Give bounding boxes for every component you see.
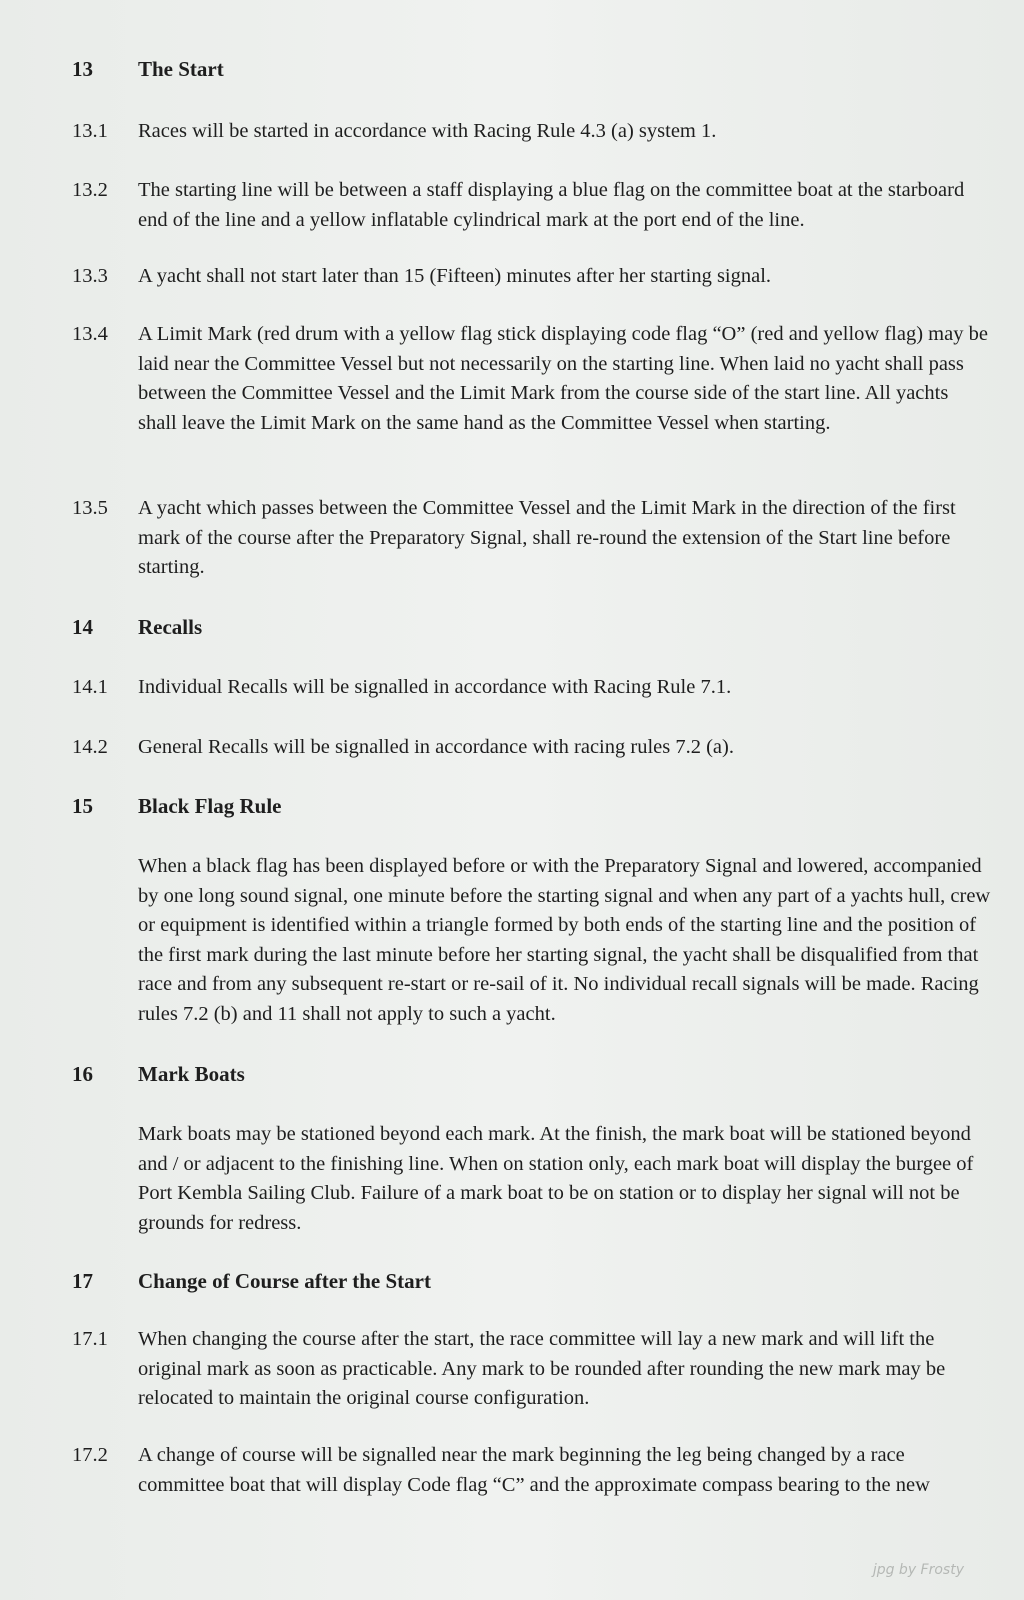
clause-number: 13.5 [72, 497, 108, 519]
section-title: Black Flag Rule [138, 794, 282, 818]
clause-text: The starting line will be between a staff displaying a blue flag on the committee boat at the starboard end of the line and a yellow inflatable cylindrical mark at the port end of the line. [138, 179, 965, 231]
clause-17-2 [72, 1441, 992, 1500]
section-title: Recalls [138, 615, 203, 639]
clause-number: 13.4 [72, 323, 108, 345]
clause-17-1 [72, 1325, 992, 1414]
section-15-body: When a black flag has been displayed before or with the Preparatory Signal and lowered, accompanied by one long sound signal, one minute before the starting signal and when any part of a yachts hull, crew or equipment is identified within a triangle formed by both ends of the starting line and the position of the first mark during the last minute before her starting signal, the yacht shall be disqualified from that race and from any subsequent re-start or re-sail of it. No individual recall signals will be made. Racing rules 7.2 (b) and 11 shall not apply to such a yacht. [138, 855, 991, 1025]
section-number: 17 [72, 1269, 93, 1293]
watermark-text: jpg by Frosty [872, 1562, 964, 1578]
section-title: Mark Boats [138, 1062, 245, 1086]
clause-number: 17.1 [72, 1328, 108, 1350]
section-13-heading [72, 54, 224, 84]
clause-number: 13.2 [72, 179, 108, 201]
clause-13-1 [72, 117, 992, 147]
clause-number: 14.2 [72, 736, 108, 758]
section-14-heading [72, 612, 202, 642]
section-title: Change of Course after the Start [138, 1269, 431, 1293]
section-16-body: Mark boats may be stationed beyond each mark. At the finish, the mark boat will be stationed beyond and / or adjacent to the finishing line. When on station only, each mark boat will display the burgee of Port Kembla Sailing Club. Failure of a mark boat to be on station or to display her signal will not be grounds for redress. [138, 1123, 974, 1234]
section-15-heading [72, 791, 282, 821]
clause-13-3 [72, 262, 992, 292]
section-number: 14 [72, 615, 93, 639]
section-number: 15 [72, 794, 93, 818]
clause-13-4 [72, 320, 992, 438]
clause-text: A yacht which passes between the Committee Vessel and the Limit Mark in the direction of the first mark of the course after the Preparatory Signal, shall re-round the extension of the Start line before starting. [138, 497, 956, 578]
clause-text: Individual Recalls will be signalled in accordance with Racing Rule 7.1. [138, 676, 732, 698]
section-title: The Start [138, 57, 224, 81]
clause-text: A change of course will be signalled near the mark beginning the leg being changed by a race committee boat that will display Code flag “C” and the approximate compass bearing to the new [138, 1444, 930, 1496]
clause-14-2 [72, 733, 992, 763]
clause-number: 13.3 [72, 265, 108, 287]
section-16-heading [72, 1059, 245, 1089]
clause-text: General Recalls will be signalled in accordance with racing rules 7.2 (a). [138, 736, 734, 758]
clause-number: 14.1 [72, 676, 108, 698]
clause-number: 13.1 [72, 120, 108, 142]
clause-13-5 [72, 494, 992, 583]
section-17-heading [72, 1266, 431, 1296]
clause-number: 17.2 [72, 1444, 108, 1466]
clause-text: Races will be started in accordance with Racing Rule 4.3 (a) system 1. [138, 120, 717, 142]
section-number: 13 [72, 57, 93, 81]
clause-14-1 [72, 673, 992, 703]
section-number: 16 [72, 1062, 93, 1086]
clause-13-2 [72, 176, 992, 235]
clause-text: When changing the course after the start, the race committee will lay a new mark and will lift the original mark as soon as practicable. Any mark to be rounded after rounding the new mark may be relocated to maintain the original course configuration. [138, 1328, 946, 1409]
clause-text: A yacht shall not start later than 15 (Fifteen) minutes after her starting signal. [138, 265, 772, 287]
clause-text: A Limit Mark (red drum with a yellow flag stick displaying code flag “O” (red and yellow flag) may be laid near the Committee Vessel but not necessarily on the starting line. When laid no yacht shall pass between the Committee Vessel and the Limit Mark from the course side of the start line. All yachts shall leave the Limit Mark on the same hand as the Committee Vessel when starting. [138, 323, 988, 434]
